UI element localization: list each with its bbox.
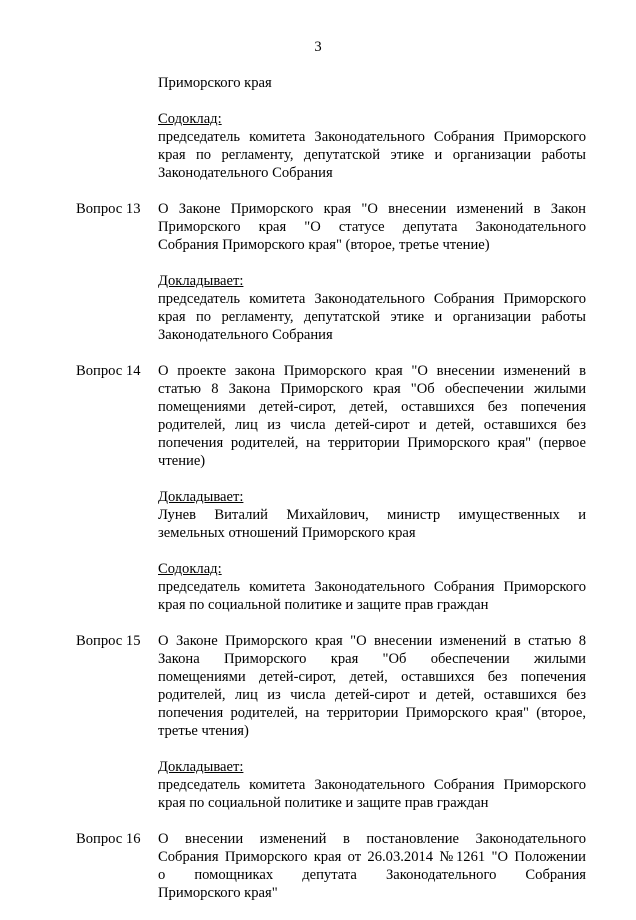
subreport-block xyxy=(158,560,586,614)
continuation-text: Приморского края xyxy=(158,75,272,91)
title-line: Приморского края" xyxy=(158,885,278,901)
item-title xyxy=(158,830,586,902)
title-line: Приморского края "О статусе депутата Законодательного xyxy=(158,219,586,235)
title-line: О Законе Приморского края "О внесении изменений в статью 8 xyxy=(158,633,586,649)
continuation-subreport xyxy=(158,110,586,182)
title-line: О Законе Приморского края "О внесении изменений в Закон xyxy=(158,201,586,217)
subreport-heading: Содоклад: xyxy=(158,561,222,577)
title-line: помещениями детей-сирот, детей, оставшихся без попечения xyxy=(158,399,586,415)
agenda-content xyxy=(76,74,586,920)
reporter-line: председатель комитета Законодательного Собрания Приморского xyxy=(158,777,586,793)
title-line: О проекте закона Приморского края "О внесении изменений в xyxy=(158,363,586,379)
page-number: 3 xyxy=(314,39,322,55)
subreport-line: края по социальной политике и защите прав граждан xyxy=(158,597,489,613)
agenda-item-13 xyxy=(76,200,586,344)
title-line: третье чтения) xyxy=(158,723,249,739)
item-title xyxy=(158,200,586,254)
reporter-line: земельных отношений Приморского края xyxy=(158,525,416,541)
item-title xyxy=(158,362,586,470)
agenda-item-16 xyxy=(76,830,586,902)
subreport-line: Законодательного Собрания xyxy=(158,165,333,181)
reporter-heading: Докладывает: xyxy=(158,759,244,775)
title-line: родителей, лиц из числа детей-сирот и детей, оставшихся без xyxy=(158,417,586,433)
title-line: попечения родителей, на территории Приморского края" (первое xyxy=(158,435,586,451)
title-line: попечения родителей, на территории Приморского края" (второе, xyxy=(158,705,586,721)
title-line: помещениями детей-сирот, детей, оставшихся без попечения xyxy=(158,669,586,685)
item-label: Вопрос 16 xyxy=(76,831,141,847)
item-label: Вопрос 14 xyxy=(76,363,141,379)
reporter-line: Законодательного Собрания xyxy=(158,327,333,343)
subreport-heading: Содоклад: xyxy=(158,111,222,127)
reporter-line: края по регламенту, депутатской этике и организации работы xyxy=(158,309,586,325)
title-line: Собрания Приморского края от 26.03.2014 №1261 "О Положении xyxy=(158,849,586,865)
item-label: Вопрос 13 xyxy=(76,201,141,217)
reporter-block xyxy=(158,488,586,542)
continuation-title xyxy=(158,74,586,92)
subreport-line: края по регламенту, депутатской этике и организации работы xyxy=(158,147,586,163)
reporter-heading: Докладывает: xyxy=(158,489,244,505)
title-line: Собрания Приморского края" (второе, третье чтение) xyxy=(158,237,490,253)
title-line: О внесении изменений в постановление Законодательного xyxy=(158,831,586,847)
reporter-line: председатель комитета Законодательного Собрания Приморского xyxy=(158,291,586,307)
agenda-item-15 xyxy=(76,632,586,812)
title-line: родителей, лиц из числа детей-сирот и детей, оставшихся без xyxy=(158,687,586,703)
item-title xyxy=(158,632,586,740)
item-label: Вопрос 15 xyxy=(76,633,141,649)
reporter-block xyxy=(158,272,586,344)
reporter-line: Лунев Виталий Михайлович, министр имущественных и xyxy=(158,507,586,523)
agenda-item-14 xyxy=(76,362,586,614)
subreport-line: председатель комитета Законодательного Собрания Приморского xyxy=(158,579,586,595)
title-line: о помощниках депутата Законодательного Собрания xyxy=(158,867,586,883)
title-line: статью 8 Закона Приморского края "Об обеспечении жилыми xyxy=(158,381,586,397)
title-line: чтение) xyxy=(158,453,206,469)
reporter-heading: Докладывает: xyxy=(158,273,244,289)
title-line: Закона Приморского края "Об обеспечении жилыми xyxy=(158,651,586,667)
continuation-item xyxy=(76,74,586,182)
reporter-line: края по социальной политике и защите прав граждан xyxy=(158,795,489,811)
subreport-line: председатель комитета Законодательного Собрания Приморского xyxy=(158,129,586,145)
reporter-block xyxy=(158,758,586,812)
